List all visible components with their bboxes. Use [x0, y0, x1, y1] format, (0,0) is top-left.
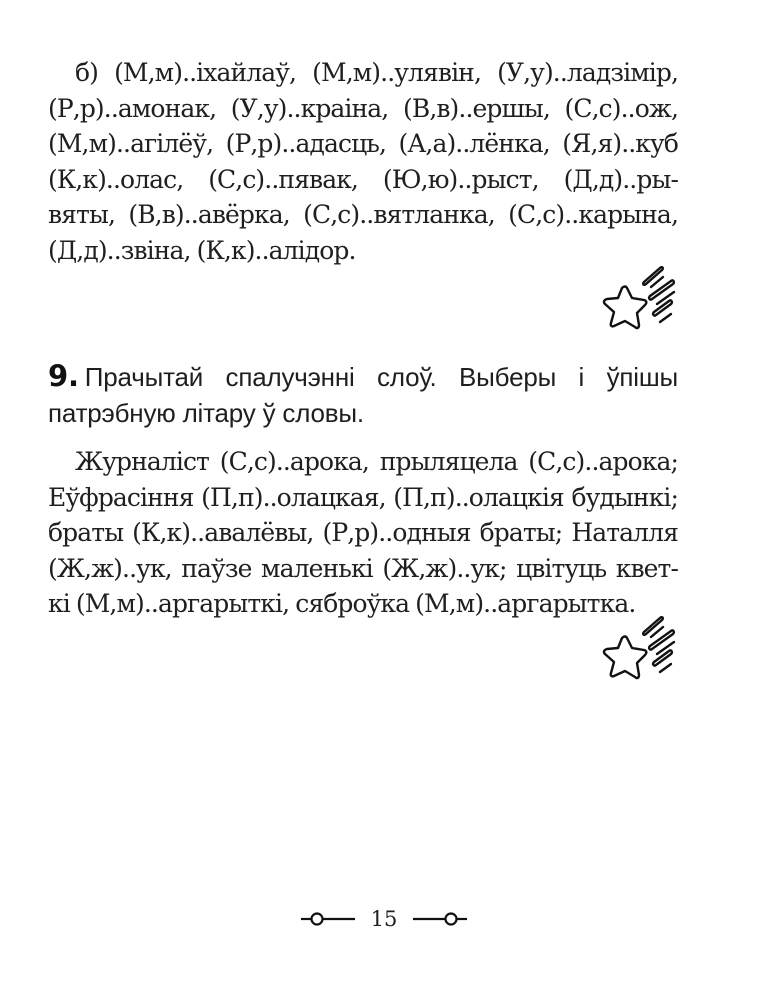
exercise-b-text [48, 55, 678, 268]
task-9-line: Журналіст (С,с)..арока, прыляцела (С,с)..арока; [75, 447, 678, 476]
exercise-b-line: (М,м)..агілёў, (Р,р)..адасць, (А,а)..лёнка, (Я,я)..куб [48, 129, 678, 158]
task-9-line: Еўфрасіння (П,п)..олацкая, (П,п)..олацкія будынкі; [48, 482, 678, 512]
exercise-b-line: (Д,д)..звіна, (К,к)..алідор. [48, 235, 356, 265]
exercise-b-line: б) (М,м)..іхайлаў, (М,м)..улявін, (У,у)..ладзімір, [75, 58, 678, 87]
exercise-b-line: вяты, (В,в)..авёрка, (С,с)..вятланка, (С,с)..карына, [48, 200, 678, 229]
task-9-line: браты (К,к)..авалёвы, (Р,р)..одныя браты; Наталля [48, 518, 678, 547]
footer-ornament-right-icon [413, 911, 467, 927]
exercise-b-line: (К,к)..олас, (С,с)..пявак, (Ю,ю)..рыст, (Д,д)..ры- [48, 164, 678, 194]
page-footer [0, 904, 768, 934]
shooting-star-icon [600, 614, 682, 686]
page-number: 15 [370, 907, 398, 931]
task-9-line: (Ж,ж)..ук, паўзе маленькі (Ж,ж)..ук; цвітуць квет- [48, 553, 678, 583]
shooting-star-icon [600, 264, 682, 336]
task-instruction-text: Прачытай спалучэнні слоў. Выберы і ўпішы [84, 362, 678, 392]
task-9-instruction [48, 358, 678, 431]
exercise-b-line: (Р,р)..амонак, (У,у)..краіна, (В,в)..ершы, (С,с)..ож, [48, 93, 678, 123]
task-instruction-text: патрэбную літару ў словы. [48, 398, 364, 428]
task-9-text [48, 444, 678, 622]
task-number: 9. [48, 359, 79, 393]
footer-ornament-left-icon [301, 911, 355, 927]
task-9-line: кі (М,м)..аргарыткі, сяброўка (М,м)..аргарытка. [48, 589, 636, 618]
